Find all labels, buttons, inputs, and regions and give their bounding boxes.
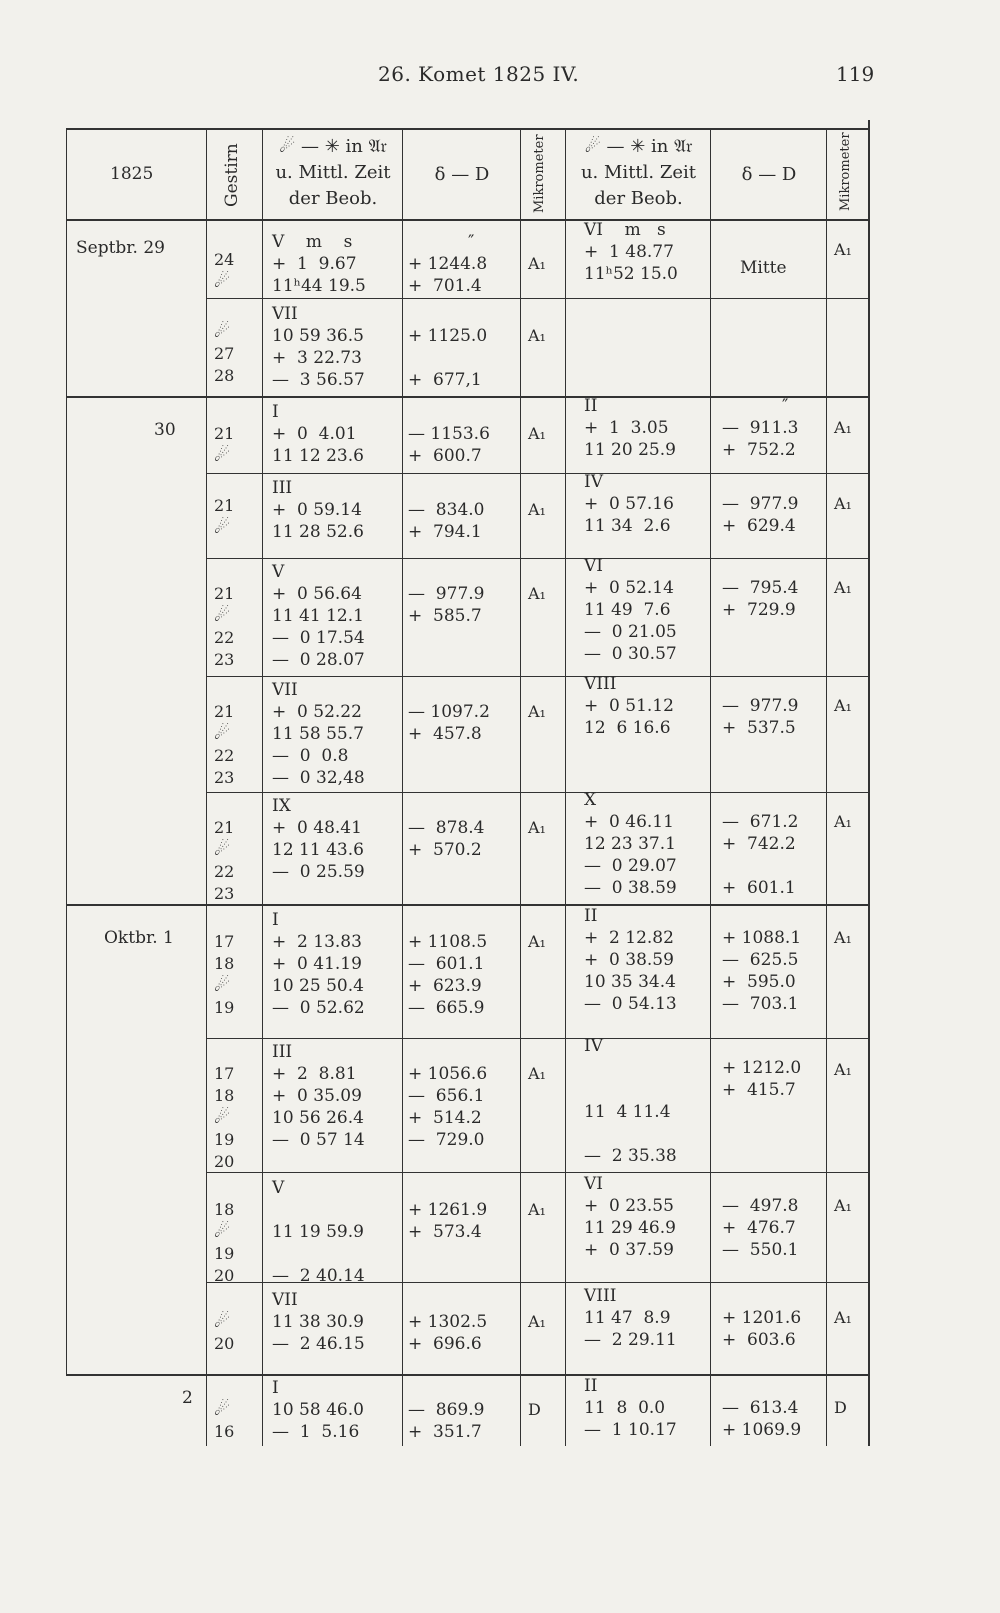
header-dd-b: δ — D — [741, 164, 797, 185]
observation-value: 10 25 50.4 — [272, 976, 364, 996]
observation-value: + 1 3.05 — [584, 418, 669, 438]
date-okt1: Oktbr. 1 — [104, 928, 174, 948]
micrometer-code: A₁ — [528, 500, 546, 519]
observation-label: V m s — [272, 232, 353, 252]
observation-label: VI — [584, 1174, 603, 1194]
delta-value: + 573.4 — [408, 1222, 482, 1242]
observation-value: + 0 23.55 — [584, 1196, 674, 1216]
table-left-rule — [66, 128, 67, 1374]
observation-value: — 1 10.17 — [584, 1420, 677, 1440]
col-rule — [206, 128, 207, 1446]
observation-value: + 1 9.67 — [272, 254, 357, 274]
delta-value: + 514.2 — [408, 1108, 482, 1128]
observation-label: VIII — [584, 674, 617, 694]
observation-label: I — [272, 402, 279, 422]
micrometer-code: A₁ — [834, 696, 852, 715]
micrometer-code: D — [834, 1398, 847, 1417]
delta-value: — 834.0 — [408, 500, 485, 520]
delta-value: + 742.2 — [722, 834, 796, 854]
sep29-end-rule — [66, 396, 870, 398]
delta-value: — 729.0 — [408, 1130, 485, 1150]
col-rule — [262, 128, 263, 1446]
comet-symbol: ☄ — [214, 445, 231, 466]
observation-label: IV — [584, 1036, 603, 1056]
col-rule — [710, 128, 711, 1446]
observation-value: 11 19 59.9 — [272, 1222, 364, 1242]
observation-value: — 0 54.13 — [584, 994, 677, 1014]
observation-value: + 0 35.09 — [272, 1086, 362, 1106]
comet-symbol: ☄ — [214, 605, 231, 626]
delta-value: — 665.9 — [408, 998, 485, 1018]
observation-value: 11 8 0.0 — [584, 1398, 666, 1418]
observation-label: I — [272, 910, 279, 930]
header-rule — [66, 219, 870, 221]
delta-value: + 794.1 — [408, 522, 482, 542]
observation-value: — 0 38.59 — [584, 878, 677, 898]
star-number: 23 — [214, 650, 235, 669]
delta-value: + 1201.6 — [722, 1308, 802, 1328]
header-gestirn: Gestirn — [222, 143, 242, 207]
col-rule — [826, 128, 827, 1446]
delta-value: + 351.7 — [408, 1422, 482, 1442]
observation-value: 10 59 36.5 — [272, 326, 364, 346]
micrometer-code: A₁ — [528, 702, 546, 721]
delta-value: — 656.1 — [408, 1086, 485, 1106]
micrometer-code: A₁ — [528, 818, 546, 837]
delta-value: + 1125.0 — [408, 326, 488, 346]
delta-value: + 1212.0 — [722, 1058, 802, 1078]
observation-value: 10 56 26.4 — [272, 1108, 364, 1128]
observation-label: IX — [272, 796, 291, 816]
comet-symbol: ☄ — [214, 517, 231, 538]
star-number: 24 — [214, 250, 235, 269]
delta-value: + 570.2 — [408, 840, 482, 860]
micrometer-code: A₁ — [528, 326, 546, 345]
delta-value: — 869.9 — [408, 1400, 485, 1420]
micrometer-code: A₁ — [834, 1196, 852, 1215]
date-okt2: 2 — [182, 1388, 193, 1408]
observation-value: 11 29 46.9 — [584, 1218, 676, 1238]
delta-value: + 1088.1 — [722, 928, 802, 948]
observation-label: V — [272, 1178, 285, 1198]
observation-value: + 0 52.14 — [584, 578, 674, 598]
micrometer-code: A₁ — [528, 932, 546, 951]
seconds-mark: ″ — [468, 232, 475, 252]
star-number: 21 — [214, 702, 235, 721]
delta-value: — 625.5 — [722, 950, 799, 970]
micrometer-code: A₁ — [834, 494, 852, 513]
delta-value: — 977.9 — [722, 696, 799, 716]
observation-value: — 0 17.54 — [272, 628, 365, 648]
observation-label: VIII — [584, 1286, 617, 1306]
star-number: 20 — [214, 1152, 235, 1171]
observation-value: 10 58 46.0 — [272, 1400, 364, 1420]
group-rule — [206, 1172, 870, 1173]
observation-value: — 0 25.59 — [272, 862, 365, 882]
observation-value: 11 49 7.6 — [584, 600, 671, 620]
micrometer-code: A₁ — [528, 1064, 546, 1083]
observation-value: 11ʰ44 19.5 — [272, 276, 366, 296]
group-rule — [206, 473, 870, 474]
observation-value: 12 6 16.6 — [584, 718, 671, 738]
observation-value: + 0 37.59 — [584, 1240, 674, 1260]
star-number: 16 — [214, 1422, 235, 1441]
delta-value: — 1153.6 — [408, 424, 490, 444]
star-number: 19 — [214, 1130, 235, 1149]
star-number: 20 — [214, 1266, 235, 1285]
observation-value: — 0 32,48 — [272, 768, 365, 788]
star-number: 18 — [214, 1200, 235, 1219]
delta-value: + 415.7 — [722, 1080, 796, 1100]
header-col-a-line1: ☄ — ✳ in 𝔄𝔯 — [279, 136, 387, 157]
observation-value: + 0 4.01 — [272, 424, 357, 444]
micrometer-code: A₁ — [834, 1060, 852, 1079]
observation-label: II — [584, 1376, 598, 1396]
sep30-end-rule — [66, 904, 870, 906]
header-col-b — [567, 134, 710, 212]
observation-value: + 3 22.73 — [272, 348, 362, 368]
observation-value: 11 38 30.9 — [272, 1312, 364, 1332]
date-sep29: Septbr. 29 — [76, 238, 166, 258]
observation-label: VI m s — [584, 220, 666, 240]
star-number: 27 — [214, 344, 235, 363]
delta-value: — 977.9 — [722, 494, 799, 514]
comet-symbol: ☄ — [214, 839, 231, 860]
delta-value: — 878.4 — [408, 818, 485, 838]
micrometer-code: A₁ — [834, 928, 852, 947]
delta-value: + 595.0 — [722, 972, 796, 992]
star-number: 21 — [214, 424, 235, 443]
star-number: 18 — [214, 954, 235, 973]
star-number: 22 — [214, 862, 235, 881]
page-number: 119 — [836, 62, 875, 86]
col-rule — [402, 128, 403, 1446]
star-number: 28 — [214, 366, 235, 385]
delta-value: — 1097.2 — [408, 702, 490, 722]
observation-value: 11 58 55.7 — [272, 724, 364, 744]
micrometer-code: A₁ — [834, 240, 852, 259]
delta-value: + 701.4 — [408, 276, 482, 296]
header-dd-a: δ — D — [434, 164, 490, 185]
observation-value: — 2 40.14 — [272, 1266, 365, 1286]
running-title: 26. Komet 1825 IV. — [378, 62, 580, 86]
group-rule — [206, 1038, 870, 1039]
delta-value: + 677,1 — [408, 370, 482, 390]
observation-value: — 1 5.16 — [272, 1422, 360, 1442]
delta-value: + 476.7 — [722, 1218, 796, 1238]
observation-label: VI — [584, 556, 603, 576]
observation-value: + 0 38.59 — [584, 950, 674, 970]
col-rule — [520, 128, 521, 1446]
observation-value: 11 34 2.6 — [584, 516, 671, 536]
observation-value: — 0 30.57 — [584, 644, 677, 664]
delta-value: + 729.9 — [722, 600, 796, 620]
delta-value: + 623.9 — [408, 976, 482, 996]
micrometer-code: A₁ — [834, 578, 852, 597]
group-rule — [206, 792, 870, 793]
observation-value: + 0 46.11 — [584, 812, 674, 832]
micrometer-code: A₁ — [834, 418, 852, 437]
delta-value: + 1302.5 — [408, 1312, 488, 1332]
observation-value: + 1 48.77 — [584, 242, 674, 262]
header-col-a-line3: der Beob. — [288, 188, 378, 209]
star-number: 21 — [214, 584, 235, 603]
observation-value: + 2 13.83 — [272, 932, 362, 952]
table-top-rule — [66, 128, 870, 130]
delta-value: + 696.6 — [408, 1334, 482, 1354]
observation-value: — 2 46.15 — [272, 1334, 365, 1354]
observation-label: V — [272, 562, 285, 582]
delta-value: + 457.8 — [408, 724, 482, 744]
comet-symbol: ☄ — [214, 1221, 231, 1242]
delta-value: + 629.4 — [722, 516, 796, 536]
star-number: 23 — [214, 768, 235, 787]
delta-value: + 537.5 — [722, 718, 796, 738]
header-col-b-line3: der Beob. — [594, 188, 683, 209]
header-col-a — [264, 134, 402, 212]
star-number: 19 — [214, 1244, 235, 1263]
delta-value: — 977.9 — [408, 584, 485, 604]
comet-symbol: ☄ — [214, 975, 231, 996]
micrometer-code: A₁ — [834, 1308, 852, 1327]
observation-label: I — [272, 1378, 279, 1398]
group-rule — [206, 298, 870, 299]
micrometer-code: A₁ — [528, 1200, 546, 1219]
delta-value: + 1056.6 — [408, 1064, 488, 1084]
observation-value: + 0 57.16 — [584, 494, 674, 514]
observation-label: II — [584, 396, 598, 416]
star-number: 23 — [214, 884, 235, 903]
header-mikrometer-b: Mikrometer — [838, 132, 853, 212]
header-col-a-line2: u. Mittl. Zeit — [275, 162, 391, 183]
observation-value: — 2 29.11 — [584, 1330, 677, 1350]
okt1-end-rule — [66, 1374, 870, 1376]
observation-value: 11 28 52.6 — [272, 522, 364, 542]
star-number: 22 — [214, 628, 235, 647]
delta-value: Mitte — [740, 258, 787, 278]
delta-value: + 600.7 — [408, 446, 482, 466]
comet-symbol: ☄ — [214, 1399, 231, 1420]
delta-value: + 752.2 — [722, 440, 796, 460]
delta-value: + 1244.8 — [408, 254, 488, 274]
observation-value: — 3 56.57 — [272, 370, 365, 390]
star-number: 18 — [214, 1086, 235, 1105]
comet-symbol: ☄ — [214, 723, 231, 744]
delta-value: — 703.1 — [722, 994, 799, 1014]
observation-value: 10 35 34.4 — [584, 972, 676, 992]
delta-value: — 613.4 — [722, 1398, 799, 1418]
observation-label: II — [584, 906, 598, 926]
delta-value: + 1108.5 — [408, 932, 488, 952]
observation-value: 12 11 43.6 — [272, 840, 364, 860]
delta-value: — 550.1 — [722, 1240, 799, 1260]
delta-value: + 1069.9 — [722, 1420, 802, 1440]
observation-label: X — [584, 790, 597, 810]
delta-value: — 671.2 — [722, 812, 799, 832]
micrometer-code: A₁ — [528, 584, 546, 603]
observation-value: + 0 56.64 — [272, 584, 362, 604]
observation-value: — 0 28.07 — [272, 650, 365, 670]
observation-value: + 0 59.14 — [272, 500, 362, 520]
observation-value: + 2 12.82 — [584, 928, 674, 948]
micrometer-code: A₁ — [528, 424, 546, 443]
comet-symbol: ☄ — [214, 1311, 231, 1332]
header-col-b-line2: u. Mittl. Zeit — [580, 162, 697, 183]
header-mikrometer-a: Mikrometer — [532, 134, 547, 214]
observation-value: + 0 51.12 — [584, 696, 674, 716]
group-rule — [206, 676, 870, 677]
observation-value: 11ʰ52 15.0 — [584, 264, 678, 284]
micrometer-code: A₁ — [528, 1312, 546, 1331]
delta-value: + 1261.9 — [408, 1200, 488, 1220]
star-number: 17 — [214, 932, 235, 951]
delta-value: — 911.3 — [722, 418, 799, 438]
header-year: 1825 — [110, 164, 154, 184]
star-number: 17 — [214, 1064, 235, 1083]
micrometer-code: A₁ — [528, 254, 546, 273]
date-sep30: 30 — [154, 420, 176, 440]
star-number: 21 — [214, 496, 235, 515]
observation-value: + 0 48.41 — [272, 818, 362, 838]
star-number: 20 — [214, 1334, 235, 1353]
group-rule — [206, 558, 870, 559]
delta-value: — 497.8 — [722, 1196, 799, 1216]
delta-value: — 601.1 — [408, 954, 485, 974]
header-col-b-line1: ☄ — ✳ in 𝔄𝔯 — [584, 136, 693, 157]
star-number: 22 — [214, 746, 235, 765]
observation-value: — 0 0.8 — [272, 746, 349, 766]
observation-label: VII — [272, 304, 298, 324]
observation-value: + 0 52.22 — [272, 702, 362, 722]
observation-label: III — [272, 1042, 293, 1062]
table-right-rule — [868, 120, 870, 1446]
delta-value: — 795.4 — [722, 578, 799, 598]
comet-symbol: ☄ — [214, 321, 231, 342]
observation-label: III — [272, 478, 293, 498]
micrometer-code: A₁ — [834, 812, 852, 831]
observation-value: — 0 21.05 — [584, 622, 677, 642]
col-rule — [565, 128, 566, 1446]
comet-symbol: ☄ — [214, 271, 231, 292]
observation-value: 11 12 23.6 — [272, 446, 364, 466]
delta-value: + 585.7 — [408, 606, 482, 626]
observation-label: VII — [272, 680, 298, 700]
observation-value: — 0 52.62 — [272, 998, 365, 1018]
observation-value: — 0 29.07 — [584, 856, 677, 876]
observation-label: IV — [584, 472, 603, 492]
star-number: 21 — [214, 818, 235, 837]
observation-value: 12 23 37.1 — [584, 834, 676, 854]
micrometer-code: D — [528, 1400, 541, 1419]
observation-value: 11 41 12.1 — [272, 606, 364, 626]
observation-value: 11 4 11.4 — [584, 1102, 671, 1122]
delta-value: + 603.6 — [722, 1330, 796, 1350]
observation-value: — 2 35.38 — [584, 1146, 677, 1166]
delta-value: + 601.1 — [722, 878, 796, 898]
observation-value: + 0 41.19 — [272, 954, 362, 974]
comet-symbol: ☄ — [214, 1107, 231, 1128]
observation-value: — 0 57 14 — [272, 1130, 365, 1150]
observation-value: 11 20 25.9 — [584, 440, 676, 460]
observation-label: VII — [272, 1290, 298, 1310]
seconds-mark: ″ — [782, 396, 789, 416]
observation-value: 11 47 8.9 — [584, 1308, 671, 1328]
observation-value: + 2 8.81 — [272, 1064, 357, 1084]
star-number: 19 — [214, 998, 235, 1017]
